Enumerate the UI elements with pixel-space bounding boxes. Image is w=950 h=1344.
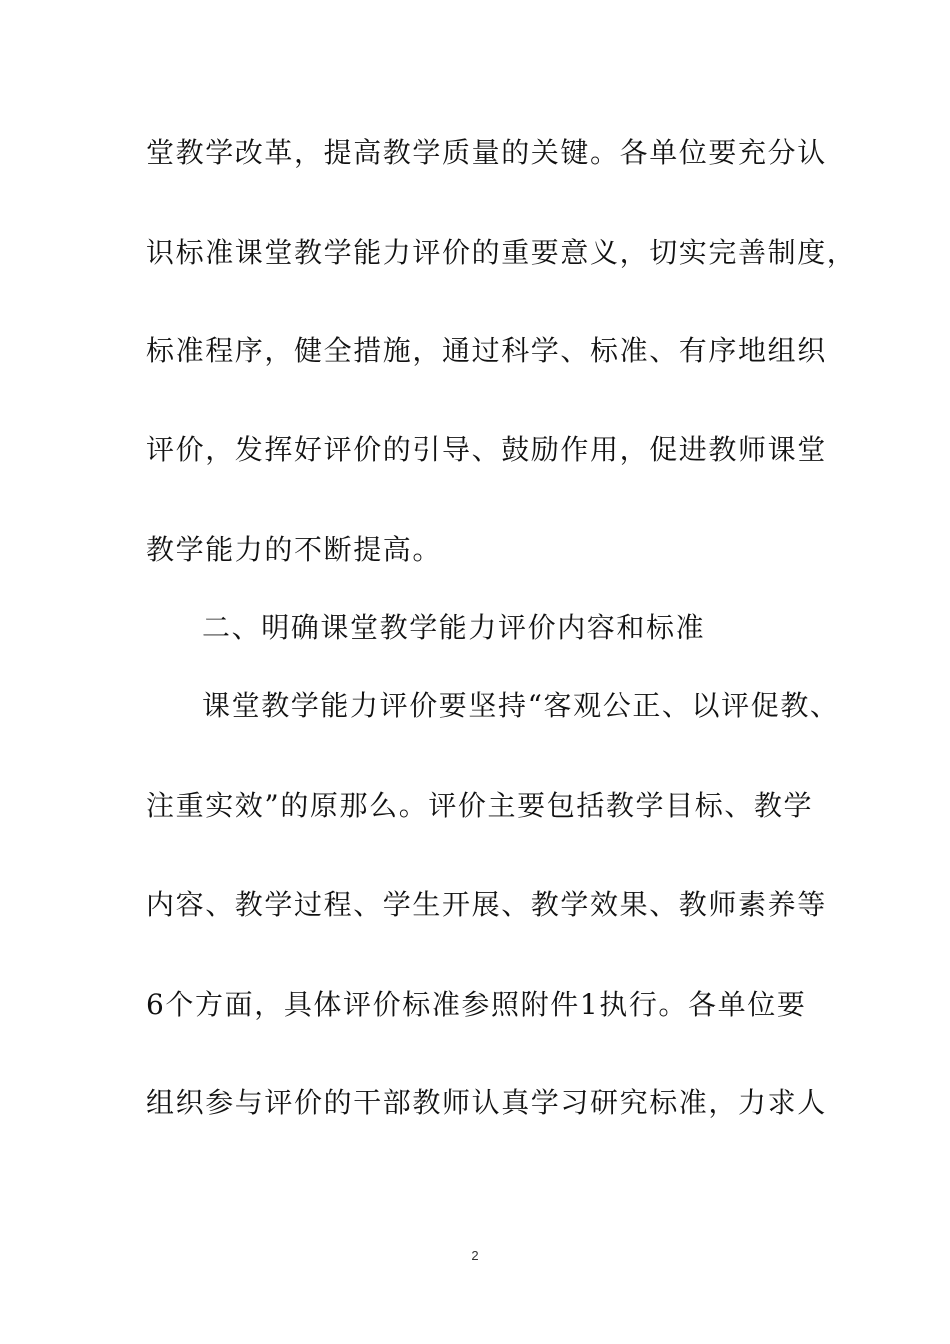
- body-text-line: 识标准课堂教学能力评价的重要意义，切实完善制度，: [146, 236, 857, 269]
- body-text-line: 标准程序，健全措施，通过科学、标准、有序地组织: [146, 334, 827, 367]
- body-text-line: 教学能力的不断提高。: [146, 533, 443, 566]
- page-number: 2: [471, 1248, 479, 1263]
- body-text-line: 课堂教学能力评价要坚持“客观公正、以评促教、: [202, 689, 840, 722]
- section-heading: 二、明确课堂教学能力评价内容和标准: [202, 611, 706, 644]
- body-text-line: 评价，发挥好评价的引导、鼓励作用，促进教师课堂: [146, 433, 827, 466]
- body-text-line: 组织参与评价的干部教师认真学习研究标准，力求人: [146, 1086, 827, 1119]
- body-text-line: 6个方面，具体评价标准参照附件1执行。各单位要: [146, 988, 807, 1021]
- body-text-line: 注重实效”的原那么。评价主要包括教学目标、教学: [146, 789, 814, 822]
- body-text-line: 堂教学改革，提高教学质量的关键。各单位要充分认: [146, 136, 827, 169]
- body-text-line: 内容、教学过程、学生开展、教学效果、教师素养等: [146, 888, 827, 921]
